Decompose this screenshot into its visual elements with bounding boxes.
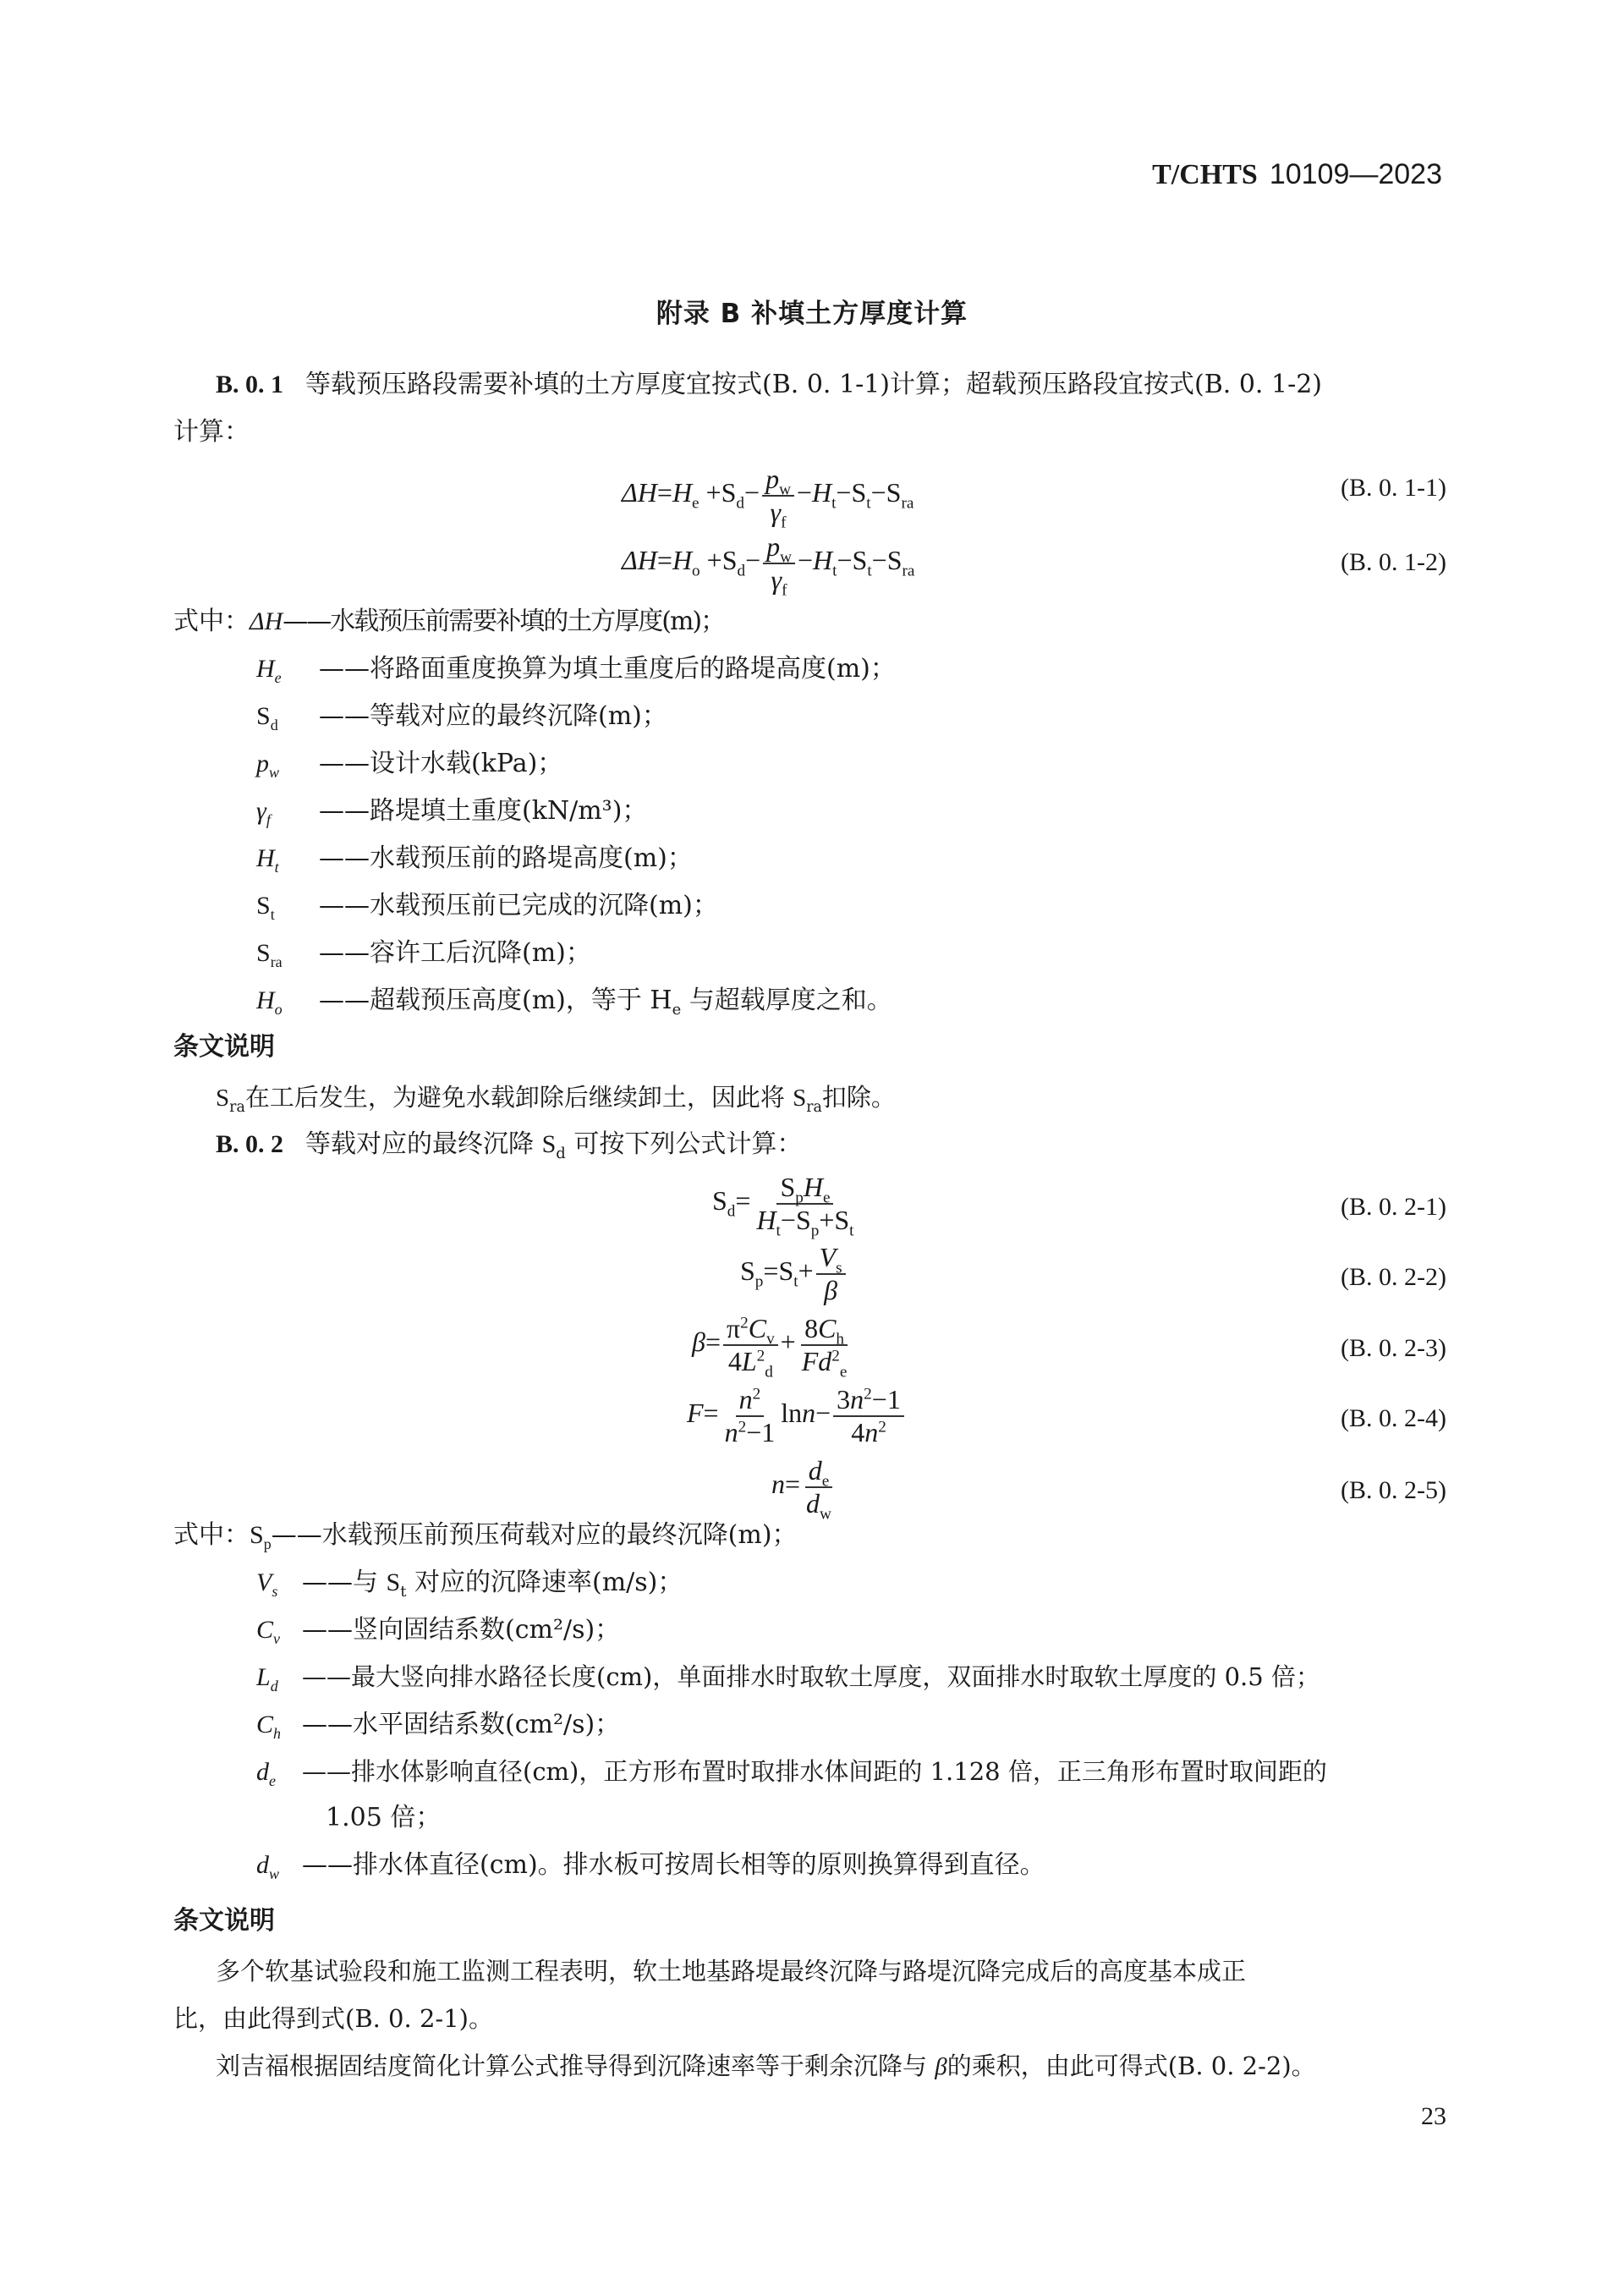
eq-sup: 2 [864,1385,872,1403]
fraction [833,1384,904,1448]
eq-term: S [886,545,903,576]
eq-term: V [819,1242,837,1272]
sub: t [270,906,275,923]
def-text: ——水平固结系数(cm²/s)； [302,1710,621,1739]
clause-text: 等载对应的最终沉降 [305,1129,542,1159]
sym: V [256,1568,272,1596]
sym: C [256,1616,274,1644]
eq-sub: t [866,494,871,513]
eq-op: − [746,1416,762,1447]
def-text: ——水载预压前预压荷载对应的最终沉降(m)； [271,1520,798,1550]
eq-sub: h [836,1330,845,1348]
def-symbol [256,892,319,923]
eq-sub: e [692,494,700,513]
equation-number: (B. 0. 2-2) [1341,1263,1446,1291]
sub: f [266,811,271,828]
equation-number: (B. 0. 2-5) [1341,1476,1446,1504]
sub: w [269,764,280,781]
equation-number: (B. 0. 1-2) [1341,548,1446,576]
def-sub: e [672,1001,682,1019]
equation-b02-4 [687,1384,907,1448]
eq-sub: e [821,1472,830,1491]
eq-term: n [724,1416,738,1447]
eq-term: n [864,1416,879,1447]
eq-term: p [765,464,780,494]
eq-op: − [836,477,852,508]
def-symbol [256,986,319,1018]
eq-term: H [672,545,693,576]
def-symbol [256,1568,302,1600]
definition-pw [256,749,563,781]
eq-term: L [741,1345,757,1376]
sub: o [274,1001,283,1018]
eq-term: H [811,477,832,508]
note-heading: 条文说明 [173,1032,275,1062]
eq-term: H [672,477,693,508]
eq-sub: d [727,1202,736,1221]
def-symbol [256,844,319,876]
def-text: 对应的沉降速率(m/s)； [406,1568,683,1597]
eq-op: − [837,545,853,576]
eq-sub: w [779,481,791,499]
sym: S [256,939,271,967]
def-text-tail: 与超载厚度之和。 [681,986,892,1015]
note-heading: 条文说明 [173,1906,275,1936]
sym: L [256,1663,271,1691]
eq-term: S [721,477,737,508]
sym: d [256,1851,269,1879]
note-text: 在工后发生，为避免水载卸除后继续卸土，因此将 [244,1083,793,1112]
eq-term: F [687,1398,704,1429]
eq-sign: = [656,545,672,576]
definition-de [256,1757,1327,1789]
fraction [723,1313,778,1381]
def-text: ——水载预压前已完成的沉降(m)； [319,891,718,920]
eq-sub: v [766,1330,775,1348]
sym: S [256,702,271,730]
eq-op: + [819,1204,835,1235]
eq-term: γ [770,496,782,527]
eq-op: − [815,1398,831,1429]
eq-sub: ra [902,562,915,580]
note-text: 扣除。 [821,1083,896,1112]
def-text: ——设计水载(kPa)； [319,749,563,778]
eq-sub: ra [901,494,914,513]
eq-op: − [745,545,761,576]
sub: e [274,669,282,686]
eq-term: 4 [851,1416,865,1447]
sub: t [274,859,279,876]
sub: d [556,1145,566,1162]
equation-number: (B. 0. 2-3) [1341,1334,1446,1362]
definition-ch [256,1710,621,1742]
sym: S [793,1085,807,1112]
eq-term: S [852,545,868,576]
def-symbol [256,1711,302,1742]
eq-sub: p [754,1272,764,1291]
standard-number: 10109—2023 [1269,158,1442,190]
sym: p [256,750,269,777]
eq-sub: e [822,1189,831,1207]
eq-term: ln [781,1398,803,1429]
sym: γ [256,797,266,825]
eq-term: C [748,1313,767,1343]
eq-sub: f [781,514,787,532]
eq-term: n [850,1384,864,1414]
note-paragraph-line1: 多个软基试验段和施工监测工程表明，软土地基路堤最终沉降与路堤沉降完成后的高度基本成正 [216,1957,1247,1986]
def-symbol [256,1851,302,1882]
fraction [763,531,795,600]
fraction [762,464,794,532]
eq-term: S [795,1204,811,1235]
definition-sra [256,938,591,970]
definition-he [256,654,896,686]
definition-cv [256,1615,621,1647]
def-symbol: ΔH [250,607,283,635]
eq-term: d [806,1487,820,1519]
eq-sub: e [839,1363,848,1381]
sub: v [273,1630,281,1647]
appendix-title: 附录 B 补填土方厚度计算 [656,299,968,329]
standard-code [1152,157,1442,191]
def-symbol [256,750,319,781]
definition-vs [256,1568,683,1601]
def-text: ——排水体影响直径(cm)，正方形布置时取排水体间距的 1.128 倍，正三角形布置时取间距的 [302,1757,1327,1786]
eq-sub: d [737,562,746,580]
def-symbol [256,939,319,970]
def-text: ——超载预压高度(m)，等于 H [319,986,672,1015]
fraction [798,1313,851,1381]
eq-sub: d [765,1363,773,1381]
eq-op: + [706,545,722,576]
eq-term: n [802,1398,816,1429]
note-paragraph [216,1079,896,1116]
eq-lhs: ΔH [622,477,657,508]
definition-ht [256,843,693,876]
equation-b01-1 [622,464,914,532]
where-label: 式中： [173,607,250,636]
clause-text: 可按下列公式计算： [565,1129,803,1159]
eq-sub: t [793,1272,798,1291]
clause-b01-line2: 计算： [173,417,250,447]
eq-sub: t [776,1222,781,1240]
def-text: ——水载预压前需要补填的土方厚度(m)； [283,607,725,636]
equation-b02-3 [692,1313,853,1381]
definition-dw [256,1850,1045,1882]
eq-term: C [818,1313,837,1343]
eq-op: − [780,1204,796,1235]
eq-term: 1 [761,1416,776,1447]
eq-sup: 2 [752,1385,761,1403]
definition-st [256,891,718,923]
definition-sd [256,701,667,733]
eq-sub: t [832,562,837,580]
eq-sign: = [785,1469,801,1500]
def-text: ——路堤填土重度(kN/m³)； [319,796,648,826]
eq-op: − [796,477,812,508]
fraction [753,1172,857,1240]
definition-delta-h [173,609,724,634]
eq-sup: 2 [756,1347,765,1365]
eq-op: − [871,545,887,576]
eq-op: − [797,545,814,576]
sub: s [272,1583,278,1600]
eq-term: S [834,1204,850,1235]
sub: d [270,1678,278,1695]
sub: e [269,1772,276,1789]
note-text: 刘吉福根据固结度简化计算公式推导得到沉降速率等于剩余沉降与 [216,2052,935,2080]
definition-ld [256,1662,1320,1695]
eq-term: 8 [804,1313,819,1343]
sub: ra [229,1098,245,1116]
definition-gamma-f [256,796,648,828]
fraction [721,1384,779,1448]
sub: w [269,1865,280,1882]
sub: ra [270,953,283,970]
eq-op: − [870,477,886,508]
eq-term: F [801,1345,819,1376]
equation-number: (B. 0. 1-1) [1341,474,1446,502]
sub: t [400,1583,407,1601]
eq-term: d [808,1455,822,1486]
clause-b02 [216,1129,803,1162]
sub: ra [806,1098,822,1116]
def-symbol [256,1616,302,1647]
sym: S [541,1130,557,1158]
def-text: ——与 [302,1568,387,1597]
definition-ho [256,986,892,1019]
eq-term: H [803,1172,823,1202]
fraction [803,1455,835,1524]
eq-lhs: ΔH [622,545,657,576]
sym: d [256,1758,269,1786]
sub: h [273,1725,282,1742]
eq-term: 3 [837,1384,851,1414]
eq-sub: o [692,562,700,580]
eq-sub: t [849,1222,854,1240]
eq-op: + [798,1255,814,1287]
eq-term: S [740,1255,755,1287]
eq-op: − [744,477,760,508]
def-symbol [256,1663,302,1695]
def-symbol [256,1758,302,1789]
clause-text: 等载预压路段需要补填的土方厚度宜按式(B. 0. 1-1)计算；超载预压路段宜按式(B. 0. 1-2) [305,370,1323,399]
eq-op: + [705,477,721,508]
eq-term: 4 [727,1345,742,1376]
eq-term: H [756,1204,776,1235]
eq-sub: w [780,548,792,567]
sym: S [386,1568,401,1596]
note-text: 的乘积，由此可得式(B. 0. 2-2)。 [946,2052,1316,2080]
def-symbol: S [250,1521,264,1549]
def-text: ——等载对应的最终沉降(m)； [319,701,667,731]
equation-number: (B. 0. 2-1) [1341,1193,1446,1221]
eq-sup: 2 [740,1314,749,1332]
eq-term: H [813,545,833,576]
eq-term: S [886,477,902,508]
def-symbol [256,702,319,733]
eq-sub: f [782,581,787,600]
eq-term: S [851,477,867,508]
eq-term: S [721,545,738,576]
eq-sign: = [703,1398,719,1429]
eq-sign: = [705,1327,721,1358]
standard-prefix: T/CHTS [1152,159,1258,190]
eq-term: p [766,531,781,562]
definition-de-continued: 1.05 倍； [326,1803,442,1832]
eq-sub: s [836,1259,842,1277]
def-symbol [256,655,319,686]
eq-sup: 2 [831,1347,840,1365]
equation-b02-5 [771,1455,837,1524]
eq-sub: t [831,494,837,513]
eq-sup: 2 [738,1418,747,1436]
page-number: 23 [1421,2102,1446,2130]
definition-sp [173,1520,798,1552]
sym: S [216,1085,230,1112]
eq-sup: 2 [878,1418,886,1436]
eq-sign: = [656,477,672,508]
eq-term: π [726,1313,741,1343]
eq-op: + [780,1327,796,1358]
def-text: ——将路面重度换算为填土重度后的路堤高度(m)； [319,654,896,684]
eq-term: S [780,1172,796,1202]
eq-sub: p [810,1222,820,1240]
eq-term: n [738,1384,753,1414]
equation-b02-1 [712,1172,860,1240]
where-label: 式中： [173,1520,250,1550]
eq-sub: d [736,494,745,513]
eq-term: d [818,1345,832,1376]
clause-number: B. 0. 1 [216,371,284,398]
def-text: ——最大竖向排水路径长度(cm)，单面排水时取软土厚度，双面排水时取软土厚度的 0.5 倍； [302,1662,1320,1691]
sym: C [256,1711,274,1738]
def-text: ——水载预压前的路堤高度(m)； [319,843,693,873]
def-sub: p [263,1535,272,1552]
sym: S [256,892,271,920]
sym: H [256,986,275,1014]
fraction [816,1242,846,1306]
eq-term: β [824,1274,838,1305]
eq-term: 1 [886,1384,901,1414]
equation-b02-2 [740,1242,848,1306]
clause-number: B. 0. 2 [216,1130,284,1158]
def-text: ——排水体直径(cm)。排水板可按周长相等的原则换算得到直径。 [302,1850,1045,1880]
eq-sign: = [763,1255,779,1287]
eq-sub: w [820,1505,831,1524]
eq-term: S [712,1185,727,1217]
def-symbol [256,797,319,828]
def-text: ——竖向固结系数(cm²/s)； [302,1615,621,1645]
eq-sub: p [795,1189,804,1207]
clause-b01-line1 [216,372,1322,398]
equation-b01-2 [622,531,915,600]
eq-term: S [778,1255,794,1287]
note-paragraph-line2: 比，由此得到式(B. 0. 2-1)。 [173,2004,493,2033]
sym: H [256,844,275,872]
sym: H [256,655,275,683]
sub: d [270,717,278,733]
def-text: ——容许工后沉降(m)； [319,938,591,968]
eq-sub: t [867,562,872,580]
note-paragraph-2 [216,2047,1316,2082]
eq-sign: = [735,1185,751,1217]
eq-term: β [692,1327,705,1358]
equation-number: (B. 0. 2-4) [1341,1404,1446,1432]
eq-term: γ [771,563,782,595]
eq-term: n [771,1469,785,1500]
sym: β [935,2053,947,2080]
eq-op: − [871,1384,887,1414]
